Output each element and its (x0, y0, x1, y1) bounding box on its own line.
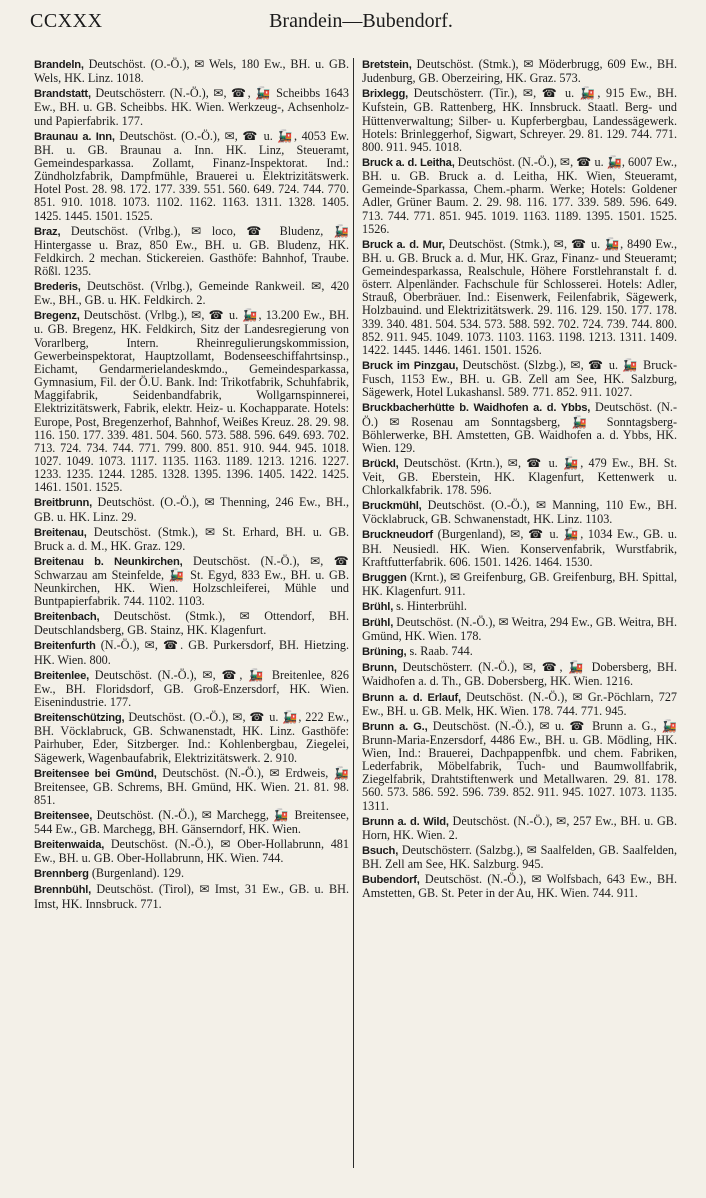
gazetteer-entry (362, 87, 677, 154)
entry-headword: Braz, (34, 225, 61, 238)
gazetteer-entry (362, 815, 677, 842)
entry-headword: Brühl, (362, 601, 394, 613)
entry-text: Deutschöst. (Stmk.), ✉, ☎ u. 🚂, 8490 Ew., BH. u. GB. Bruck a. d. Mur, HK. Graz, Finanz- und Steueramt; Gemeindesparkassa, Realschule, Höhere Forstlehranstalt f. d. österr. Alpenländer. Fachschule für Schlosserei. Hotels: Adler, Strauß, Oberbräuer. Ind.: Eisenwerk, Feilenfabrik, Sägewerk, Holzbauind. und Elektrizitätswerk. 29. 116. 129. 150. 177. 178. 339. 340. 481. 504. 534. 573. 588. 592. 702. 724. 739. 744. 800. 852. 911. 945. 1049. 1073. 1103. 1163. 1198. 1213. 1311. 1409. 1422. 1445. 1446. 1461. 1501. 1526. (362, 236, 678, 357)
entry-text: (Krnt.), ✉ Greifenburg, GB. Greifenburg, BH. Spittal, HK. Klagenfurt. 911. (362, 569, 677, 598)
entry-headword: Brixlegg, (362, 88, 409, 101)
entry-text: Deutschöst. (Stmk.), ✉ Ottendorf, BH. Deutschlandsberg, GB. Stainz, HK. Klagenfurt. (34, 609, 349, 638)
entry-text: Deutschöst. (N.-Ö.), ✉ Ober-Hollabrunn, 481 Ew., BH. u. GB. Ober-Hollabrunn, HK. Wien. 744. (34, 837, 349, 866)
entry-text: Deutschöst. (O.-Ö.), ✉ Manning, 110 Ew., BH. Vöcklabruck, GB. Schwanenstadt, HK. Linz. 1103. (362, 498, 678, 527)
entry-headword: Brunn a. G., (362, 720, 428, 733)
entry-headword: Brunn, (362, 662, 397, 675)
entry-text: s. Raab. 744. (409, 644, 473, 659)
entry-text: Deutschösterr. (N.-Ö.), ✉, ☎, 🚂 Dobersberg, BH. Waidhofen a. d. Th., GB. Dobersberg, HK. Wien. 1216. (362, 660, 677, 689)
entry-text: (Burgenland). 129. (91, 866, 185, 881)
gazetteer-entry (34, 280, 349, 307)
left-column (34, 58, 349, 913)
entry-text: Deutschöst. (O.-Ö.), ✉, ☎ u. 🚂, 4053 Ew. BH. u. GB. Braunau a. Inn. HK. Linz, Steueramt, Gemeindesparkassa. Zollamt, Finanz-Inspektorat. Ind.: Zündholzfabrik, Dampfmühle, Brauerei u. Elektrizitätswerk. Hotel Post. 28. 98. 172. 177. 339. 551. 560. 649. 724. 744. 770. 851. 910. 1018. 1073. 1102. 1162. 1163. 1311. 1328. 1405. 1425. 1445. 1501. 1525. (34, 128, 349, 223)
entry-headword: Breitenfurth (34, 640, 96, 653)
page-number: CCXXX (30, 10, 103, 32)
gazetteer-entry (34, 496, 349, 523)
gazetteer-entry (362, 873, 677, 900)
entry-text: Deutschöst. (Krtn.), ✉, ☎ u. 🚂, 479 Ew., BH. St. Veit, GB. Eberstein, HK. Klagenfurt, Kettenwerk u. Chlorkalkfabrik. 178. 596. (362, 455, 678, 498)
entry-headword: Brandstatt, (34, 88, 91, 101)
entry-text: Deutschöst. (N.-Ö.), ✉ Wolfsbach, 643 Ew., BH. Amstetten, GB. St. Peter in der Au, HK. Wien. 744. 911. (362, 872, 677, 901)
entry-headword: Bruckbacherhütte b. Waidhofen a. d. Ybbs, (362, 402, 591, 415)
gazetteer-entry (362, 528, 677, 568)
gazetteer-entry (34, 130, 349, 223)
entry-text: (N.-Ö.), ✉, ☎. GB. Purkersdorf, BH. Hietzing. HK. Wien. 800. (34, 638, 349, 667)
entry-text: Deutschöst. (N.-Ö.), ✉ Weitra, 294 Ew., GB. Weitra, BH. Gmünd, HK. Wien. 178. (362, 615, 678, 644)
gazetteer-entry (34, 809, 349, 836)
entry-headword: Bruck a. d. Leitha, (362, 156, 455, 169)
entry-text: Deutschöst. (N.-Ö.) ✉ Rosenau am Sonntagsberg, 🚂 Sonntagsberg-Böhlerwerke, BH. Amstetten, GB. Waidhofen a. d. Ybbs, HK. Wien. 129. (362, 400, 678, 455)
entry-text: Deutschöst. (Slzbg.), ✉, ☎ u. 🚂 Bruck-Fusch, 1153 Ew., BH. u. GB. Zell am See, HK. Salzburg, Sägewerk, Hotel Lukashansl. 589. 771. 852. 911. 1027. (362, 358, 678, 400)
entry-text: Deutschöst. (N.-Ö.), ✉ Erdweis, 🚂 Breitensee, GB. Schrems, BH. Gmünd, HK. Wien. 21. 81. 98. 851. (34, 765, 349, 807)
entry-headword: Bruck im Pinzgau, (362, 360, 459, 372)
page-header (30, 6, 692, 40)
entry-text: s. Hinterbrühl. (396, 599, 467, 613)
entry-headword: Braunau a. Inn, (34, 130, 115, 143)
entry-headword: Brunn a. d. Wild, (362, 815, 449, 828)
gazetteer-entry (362, 156, 677, 236)
entry-headword: Bsuch, (362, 844, 399, 857)
gazetteer-entry (362, 359, 677, 399)
gazetteer-entry (362, 499, 677, 526)
gazetteer-entry (362, 661, 677, 688)
entry-text: Deutschösterr. (N.-Ö.), ✉, ☎, 🚂 Scheibbs 1643 Ew., BH. u. GB. Scheibbs. HK. Wien. Werkzeug-, Achsenholz- und Papierfabrik. 177. (34, 86, 349, 128)
entry-headword: Brennbühl, (34, 884, 92, 897)
entry-text: Deutschöst. (N.-Ö.), ✉, ☎, 🚂 Breitenlee, 826 Ew., BH. Floridsdorf, GB. Groß-Enzersdorf, HK. Wien. Eisenindustrie. 177. (34, 667, 349, 709)
entry-headword: Breitbrunn, (34, 497, 93, 510)
running-title: Brandein—Bubendorf. (269, 10, 453, 32)
gazetteer-entry (34, 225, 349, 279)
entry-headword: Bruck a. d. Mur, (362, 238, 445, 251)
entry-text: Deutschöst. (Vrlbg.), ✉ loco, ☎ Bludenz, 🚂 Hintergasse u. Braz, 850 Ew., BH. u. GB. Bludenz, HK. Feldkirch. 2 mechan. Stickereien. Gasthöfe: Bahnhof, Traube. Rößl. 1235. (34, 223, 349, 279)
gazetteer-entry (34, 838, 349, 865)
gazetteer-entry (362, 645, 677, 659)
gazetteer-entry (362, 571, 677, 598)
gazetteer-entry (362, 457, 677, 497)
entry-text: Deutschöst. (N.-Ö.), ✉, ☎ Schwarzau am Steinfelde, 🚂 St. Egyd, 833 Ew., BH. u. GB. Neunkirchen, HK. Wien. Holzschleiferei, Mühle und Buntpapierfabrik. 744. 1102. 1103. (34, 553, 349, 609)
entry-text: Deutschöst. (Stmk.), ✉ St. Erhard, BH. u. GB. Bruck a. d. M., HK. Graz. 129. (34, 524, 350, 553)
entry-text: Deutschösterr. (Salzbg.), ✉ Saalfelden, GB. Saalfelden, BH. Zell am See, HK. Salzburg. 945. (362, 842, 678, 872)
entry-text: Deutschöst. (Tirol), ✉ Imst, 31 Ew., GB. u. BH. Imst, HK. Innsbruck. 771. (34, 882, 349, 911)
entry-text: Deutschöst. (N.-Ö.), ✉, ☎ u. 🚂, 6007 Ew., BH. u. GB. Bruck a. d. Leitha, HK. Wien, Steueramt, Gemeinde-Sparkassa, Chem.-pharm. Werke; Hotels: Goldener Adler, Grüner Baum. 2. 29. 98. 116. 177. 339. 589. 596. 649. 713. 744. 771. 851. 945. 1019. 1163. 1189. 1395. 1501. 1525. 1526. (362, 154, 677, 236)
gazetteer-entry (34, 867, 349, 881)
gazetteer-entry (362, 58, 677, 85)
entry-text: Deutschöst. (Stmk.), ✉ Möderbrugg, 609 Ew., BH. Judenburg, GB. Oberzeiring, HK. Graz. 573. (362, 57, 677, 86)
entry-headword: Brüning, (362, 646, 407, 659)
entry-headword: Bregenz, (34, 310, 80, 323)
entry-headword: Breitenau b. Neunkirchen, (34, 555, 183, 568)
gazetteer-entry (34, 309, 349, 494)
gazetteer-entry (34, 883, 349, 910)
entry-text: (Burgenland), ✉, ☎ u. 🚂, 1034 Ew., GB. u. BH. Neusiedl. HK. Wien. Konservenfabrik, Wurstfabrik, Kraftfutterfabrik. 606. 1501. 1426. 1464. 1530. (362, 527, 677, 569)
gazetteer-entry (362, 720, 677, 813)
gazetteer-entry (362, 616, 677, 643)
entry-headword: Brandeln, (34, 59, 84, 71)
entry-headword: Bruckneudorf (362, 529, 433, 542)
gazetteer-entry (362, 238, 677, 357)
gazetteer-entry (34, 711, 349, 765)
column-divider (353, 58, 354, 1168)
gazetteer-entry (34, 58, 349, 85)
entry-headword: Breitenschützing, (34, 712, 125, 725)
entry-text: Deutschöst. (N.-Ö.), ✉ Marchegg, 🚂 Breitensee, 544 Ew., GB. Marchegg, BH. Gänserndorf, HK. Wien. (34, 807, 349, 837)
entry-headword: Brunn a. d. Erlauf, (362, 691, 461, 704)
entry-text: Deutschöst. (O.-Ö.), ✉, ☎ u. 🚂, 222 Ew., BH. Vöcklabruck, GB. Schwanenstadt, HK. Linz. Gasthöfe: Pairhuber, Eder, Sitzberger. Ind.: Kohlenbergbau, Ziegelei, Sägewerk, Wagenbaufabrik, Elektrizitätswerk. 2. 910. (34, 710, 349, 765)
entry-headword: Breitensee, (34, 809, 93, 822)
entry-text: Deutschösterr. (Tir.), ✉, ☎ u. 🚂, 915 Ew., BH. Kufstein, GB. Rattenberg, HK. Innsbruck. Staatl. Berg- und Hüttenverwaltung; Silber- u. Kupferbergbau, Landessägewerk. Hotels: Brinleggerhof, Sigwart, Schreyer. 29. 81. 129. 744. 771. 800. 911. 945. 1018. (362, 86, 677, 154)
entry-text: Deutschöst. (N.-Ö.), ✉ u. ☎ Brunn a. G., 🚂 Brunn-Maria-Enzersdorf, 4486 Ew., BH. u. GB. Mödling, HK. Wien, Ind.: Brauerei, Dachpappenfbk. und chem. Fabriken, Lederfabrik, Möbelfabrik, Tuch- und Baumwollfabrik, Ziegelfabrik, Drahtstiftenwerk und Metallwaren. 29. 81. 178. 560. 573. 586. 592. 596. 739. 852. 911. 945. 1027. 1073. 1135. 1311. (362, 718, 678, 813)
entry-headword: Breitenlee, (34, 669, 90, 682)
entry-text: Deutschöst. (N.-Ö.), ✉, 257 Ew., BH. u. GB. Horn, HK. Wien. 2. (362, 813, 677, 842)
entry-text: Deutschöst. (O.-Ö.), ✉ Thenning, 246 Ew., BH., GB. u. HK. Linz. 29. (34, 495, 349, 524)
right-column (362, 58, 677, 902)
gazetteer-entry (362, 691, 677, 718)
entry-headword: Bruckmühl, (362, 500, 422, 513)
entry-headword: Brederis, (34, 281, 81, 294)
gazetteer-entry (362, 600, 677, 614)
gazetteer-entry (362, 401, 677, 455)
gazetteer-entry (362, 844, 677, 871)
entry-text: Deutschöst. (Vrlbg.), Gemeinde Rankweil. ✉, 420 Ew., BH., GB. u. HK. Feldkirch. 2. (34, 279, 350, 308)
entry-headword: Bubendorf, (362, 874, 420, 887)
gazetteer-entry (34, 87, 349, 127)
gazetteer-entry (34, 555, 349, 609)
gazetteer-entry (34, 639, 349, 666)
entry-text: Deutschöst. (N.-Ö.), ✉ Gr.-Pöchlarn, 727 Ew., BH. u. GB. Melk, HK. Wien. 178. 744. 771. 945. (362, 689, 678, 718)
gazetteer-entry (34, 610, 349, 637)
entry-headword: Breitenwaida, (34, 839, 105, 852)
entry-headword: Brennberg (34, 868, 89, 881)
gazetteer-entry (34, 767, 349, 807)
entry-headword: Bruggen (362, 571, 407, 584)
entry-headword: Breitenbach, (34, 611, 100, 624)
entry-headword: Bretstein, (362, 59, 412, 71)
gazetteer-entry (34, 669, 349, 709)
entry-text: Deutschöst. (Vrlbg.), ✉, ☎ u. 🚂, 13.200 Ew., BH. u. GB. Bregenz, HK. Feldkirch, Sitz der Landesregierung von Vorarlberg, Intern. Rheinregulierungskommission, Gewerbeinspektorat, Hauptzollamt, Bodenseeschiffahrtsinsp., Eichamt, Gendarmerielandeskmdo., Gemeindesparkassa, Gymnasium, Fil. der Ö.U. Bank. Ind: Trikotfabrik, Schuhfabrik, Maggifabrik, Seidenbandfabrik, Wollgarnspinnerei, Elektrizitätswerk, Fabrik, elektr. Heiz- u. Kochapparate. Hotels: Europe, Post, Bregenzerhof, Bahnhof, Weißes Kreuz. 28. 29. 98. 116. 150. 177. 339. 481. 504. 560. 573. 588. 596. 649. 693. 702. 713. 724. 734. 744. 771. 799. 800. 851. 910. 944. 945. 1018. 1027. 1049. 1073. 1117. 1135. 1163. 1189. 1213. 1216. 1227. 1233. 1235. 1244. 1285. 1328. 1395. 1396. 1405. 1422. 1425. 1461. 1501. 1525. (34, 308, 349, 495)
entry-headword: Brückl, (362, 457, 399, 470)
entry-headword: Breitenau, (34, 526, 87, 539)
entry-headword: Brühl, (362, 617, 394, 630)
entry-text: Deutschöst. (O.-Ö.), ✉ Wels, 180 Ew., BH. u. GB. Wels, HK. Linz. 1018. (34, 57, 350, 86)
entry-headword: Breitensee bei Gmünd, (34, 767, 157, 780)
gazetteer-entry (34, 526, 349, 553)
